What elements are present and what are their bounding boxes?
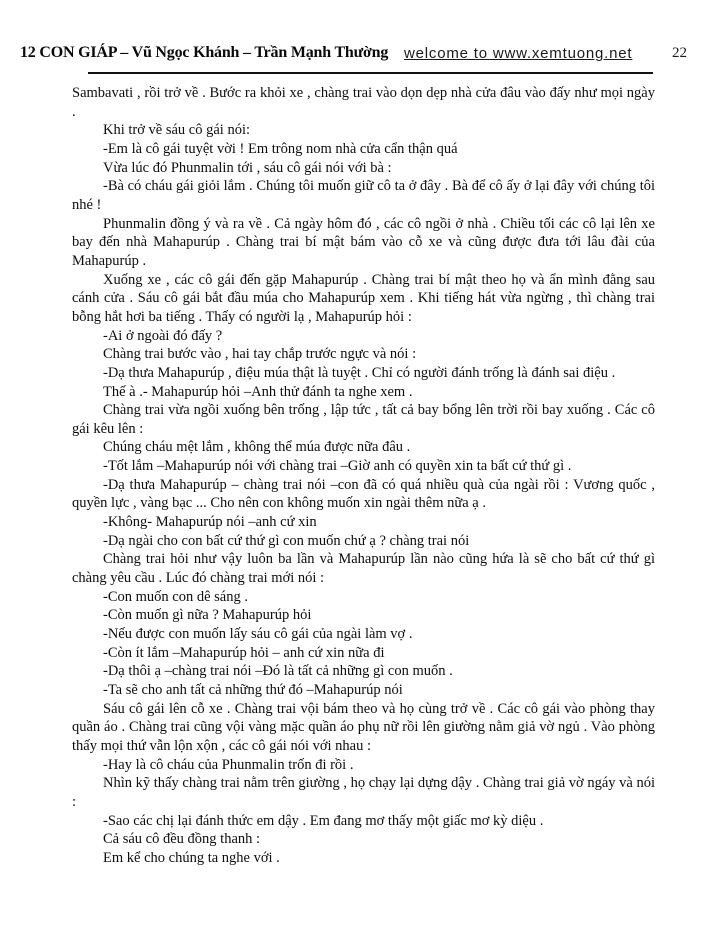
paragraph: Vừa lúc đó Phunmalin tới , sáu cô gái nói với bà : (103, 159, 392, 176)
paragraph: -Ta sẽ cho anh tất cả những thứ đó –Mahapurúp nói (103, 682, 403, 698)
document-header-title: 12 CON GIÁP – Vũ Ngọc Khánh – Trần Mạnh Thường (20, 44, 389, 61)
paragraph: Nhìn kỹ thấy chàng trai nằm trên giường , họ chạy lại dựng dậy . Chàng trai giả vờ ngáy và nói : (72, 775, 655, 810)
paragraph: Thế à .- Mahapurúp hỏi –Anh thử đánh ta nghe xem . (103, 383, 413, 400)
paragraph: Sambavati , rồi trở về . Bước ra khỏi xe , chàng trai vào dọn dẹp nhà cửa đâu vào đấy như mọi ngày . (72, 85, 655, 120)
paragraph: -Còn muốn gì nữa ? Mahapurúp hỏi (103, 607, 312, 624)
paragraph: Chàng trai bước vào , hai tay chắp trước ngực và nói : (103, 346, 417, 363)
paragraph: -Nếu được con muốn lấy sáu cô gái của ngài làm vợ . (103, 626, 413, 643)
paragraph: -Dạ ngài cho con bất cứ thứ gì con muốn chứ ạ ? chàng trai nói (103, 532, 470, 549)
paragraph: Cả sáu cô đều đồng thanh : (103, 831, 261, 848)
paragraph: Chàng trai hỏi như vậy luôn ba lần và Mahapurúp lần nào cũng hứa là sẽ cho bất cứ thứ gì chàng yêu cầu . Lúc đó chàng trai mới nói : (72, 551, 655, 587)
paragraph: Khi trở về sáu cô gái nói: (103, 122, 250, 139)
paragraph: -Hay là cô cháu của Phunmalin trốn đi rồi . (103, 756, 354, 773)
paragraph: Chúng cháu mệt lắm , không thể múa được nữa đâu . (103, 439, 411, 456)
paragraph: Xuống xe , các cô gái đến gặp Mahapurúp . Chàng trai bí mật theo họ và ẩn mình đằng sau cánh cửa . Sáu cô gái bắt đầu múa cho Mahapurúp xem . Khi tiếng hát vừa ngừng , thì chàng trai bỗng hắt hơi ba tiếng . Thấy có người lạ , Mahapurúp hỏi : (72, 271, 655, 325)
paragraph: -Em là cô gái tuyệt vời ! Em trông nom nhà cửa cẩn thận quá (103, 140, 458, 157)
document-body (72, 84, 655, 868)
paragraph: Em kể cho chúng ta nghe với . (103, 849, 280, 866)
paragraph: -Dạ thôi ạ –chàng trai nói –Đó là tất cả những gì con muốn . (103, 663, 453, 680)
paragraph: Sáu cô gái lên cỗ xe . Chàng trai vội bám theo và họ cùng trở về . Các cô gái vào phòng thay quần áo . Chàng trai cũng vội vàng mặc quần áo phụ nữ rồi lên giường nằm giả vờ ngủ . Vào phòng thấy mọi thứ vẫn lộn xộn , các cô gái nói với nhau : (72, 700, 655, 754)
paragraph: Phunmalin đồng ý và ra về . Cả ngày hôm đó , các cô ngồi ở nhà . Chiều tối các cô lại lên xe bay đến nhà Mahapurúp . Chàng trai bí mật bám vào cỗ xe và cũng được đưa tới lâu đài của Mahapurúp . (72, 215, 655, 269)
paragraph: -Còn ít lắm –Mahapurúp hỏi – anh cứ xin nữa đi (103, 644, 385, 661)
paragraph: -Con muốn con dê sáng . (103, 588, 248, 605)
paragraph: Chàng trai vừa ngồi xuống bên trống , lập tức , tất cả bay bổng lên trời rồi bay xuống . Các cô gái kêu lên : (72, 402, 655, 437)
page-number: 22 (672, 45, 687, 61)
welcome-link[interactable]: welcome to www.xemtuong.net (404, 45, 633, 62)
paragraph: -Dạ thưa Mahapurúp , điệu múa thật là tuyệt . Chỉ có người đánh trống là đánh sai điệu . (103, 364, 616, 381)
paragraph: -Sao các chị lại đánh thức em dậy . Em đang mơ thấy một giấc mơ kỳ diệu . (103, 812, 544, 829)
paragraph: -Dạ thưa Mahapurúp – chàng trai nói –con đã có quá nhiều quà của ngài rồi : Vương quốc , quyền lực , vàng bạc ... Cho nên con không muốn xin ngài thêm nữa ạ . (72, 476, 655, 512)
paragraph: -Tốt lắm –Mahapurúp nói với chàng trai –Giờ anh có quyền xin ta bất cứ thứ gì . (103, 458, 572, 475)
paragraph: -Ai ở ngoài đó đấy ? (103, 327, 223, 344)
header-rule (88, 72, 653, 74)
paragraph: -Không- Mahapurúp nói –anh cứ xin (103, 514, 317, 531)
paragraph: -Bà có cháu gái giỏi lắm . Chúng tôi muốn giữ cô ta ở đây . Bà để cô ấy ở lại đây với chúng tôi nhé ! (72, 178, 655, 213)
